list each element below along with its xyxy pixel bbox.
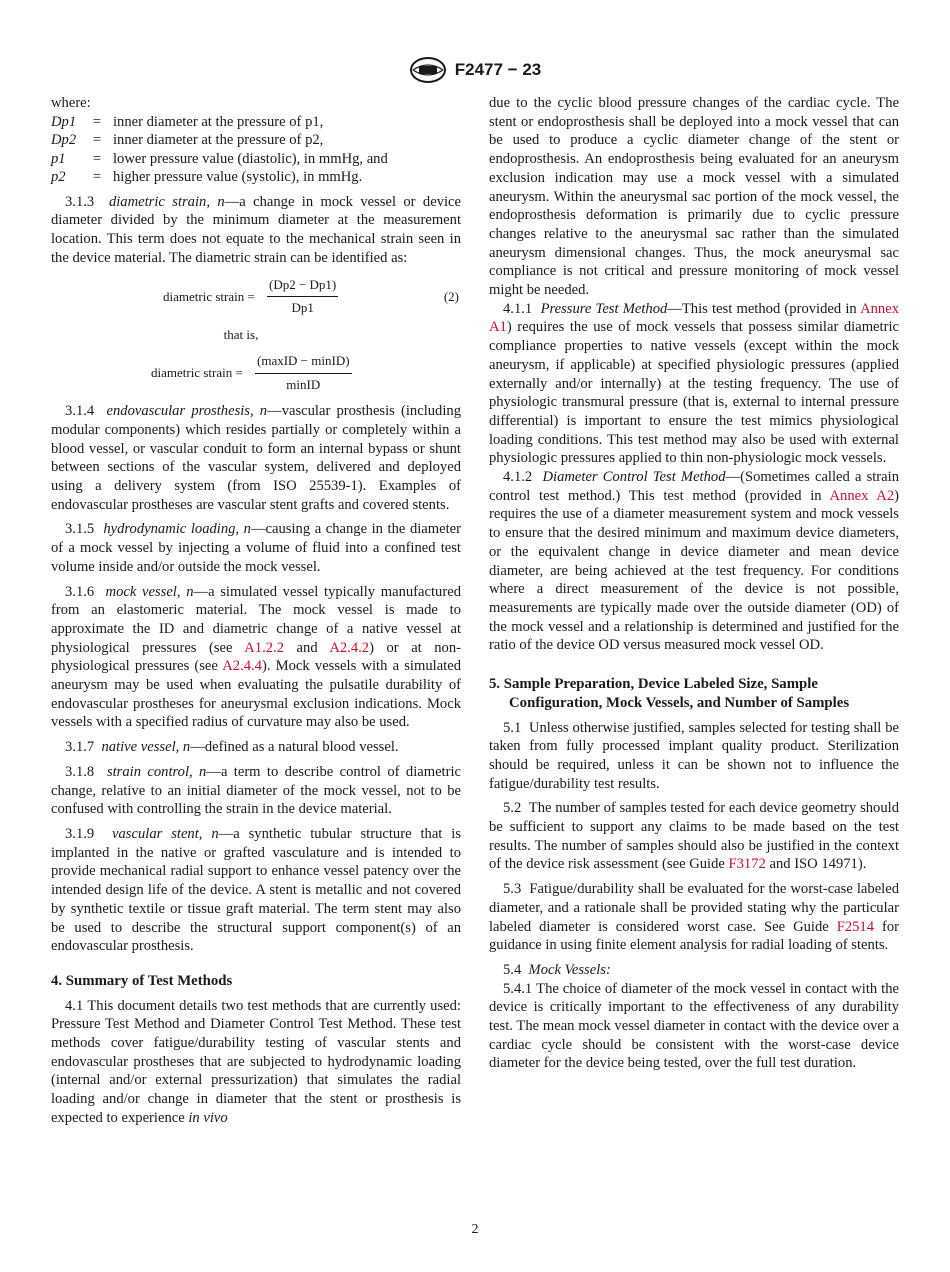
ref-link-a1-2-2[interactable]: A1.2.2: [244, 639, 284, 656]
section-3-1-3: 3.1.3 diametric strain, n—a change in mock vessel or device diameter divided by the minimum diameter at the measurement location. This term does not equate to the mechanical strain seen in the device material. The diametric strain can be identified as:: [51, 193, 461, 266]
section-4-1-continued: due to the cyclic blood pressure changes of the cardiac cycle. The stent or endoprosthesis shall be deployed into a mock vessel that can be used to produce a cyclic diameter change of the stent or endoprosthesis. An endoprosthesis being evaluated for an aneurysm exclusion indication may use a mock vessel with a simulated aneurysm. Within the aneurysmal sac portion of the mock vessel, the endoprosthesis deformation is primarily due to cyclic pressure changes relative to the aneurysmal sac rather than the simulated aneurysm dimensional changes. Thus, the mock aneurysmal sac compliance is not critical and pressure monitoring of mock vessel might be needed.: [489, 95, 899, 299]
that-is-text: that is,: [223, 326, 259, 342]
section-5-3: 5.3 Fatigue/durability shall be evaluated for the worst-case labeled diameter, and a rationale shall be provided stating why the particular labeled diameter is considered worst case. See Guide F2514 for guidance in using finite element analysis for radial loading of stents.: [489, 881, 900, 954]
equation-alt: [51, 352, 461, 396]
section-5-2: 5.2 The number of samples tested for each device geometry should be sufficient to support any claims to be made based on the test results. The number of samples should also be justified in the context of the device risk assessment (see Guide F3172 and ISO 14971).: [489, 800, 899, 873]
def-row: Dp1 = inner diameter at the pressure of p1,: [51, 113, 324, 130]
where-label: where:: [51, 95, 91, 111]
def-row: Dp2 = inner diameter at the pressure of p2,: [51, 132, 324, 149]
section-4-1: 4.1 This document details two test methods that are currently used: Pressure Test Method and Diameter Control Test Method. These test methods cover fatigue/durability testing of vascular stents and endovascular prostheses that are subjected to hydrodynamic loading (internal and/or external pressurization) that simulates the radial loading and/or change in diameter that the stent or prosthesis is expected to experience in vivo: [51, 997, 461, 1126]
def-row: p1 = lower pressure value (diastolic), in mmHg, and: [51, 150, 388, 167]
astm-logo: [409, 56, 447, 84]
symbol-definitions: [51, 113, 388, 187]
section-5-4-1: 5.4.1 The choice of diameter of the mock vessel in contact with the device is critically important to the effectiveness of any durability test. The mean mock vessel diameter in contact with the device over a cardiac cycle should be consistent with the worst-case device diameter for the device being tested, over the full test duration.: [489, 980, 899, 1072]
ref-link-annex-a1[interactable]: Annex A1: [489, 300, 899, 336]
right-column: [489, 94, 899, 1073]
def-row: p2 = higher pressure value (systolic), in mmHg.: [51, 169, 363, 186]
page-header: [0, 56, 950, 84]
section-5-1: 5.1 Unless otherwise justified, samples selected for testing shall be taken from fully processed implant quality product. Sterilization should be required, unless it can be shown not to influence the fatigue/durability test results.: [489, 719, 899, 792]
ref-link-annex-a2[interactable]: Annex A2: [829, 487, 895, 504]
section-3-1-9: 3.1.9 vascular stent, n—a synthetic tubular structure that is implanted in the native or grafted vasculature and is intended to provide mechanical radial support to enhance vessel patency over the intended design life of the device. A stent is metallic and not covered by synthetic textile or tissue graft material. The term stent may also be used to describe the structural support component(s) of an endovascular prosthesis.: [51, 825, 461, 955]
section-3-1-7: 3.1.7 native vessel, n—defined as a natural blood vessel.: [65, 739, 399, 756]
equation-label: diametric strain =: [151, 365, 243, 381]
ref-link-f3172[interactable]: F3172: [728, 856, 766, 873]
equation-fraction: $\frac{(Dp2 - Dp1)}{Dp1}$: [269, 276, 337, 316]
ref-link-f2514[interactable]: F2514: [836, 918, 875, 935]
ref-link-a2-4-4[interactable]: A2.4.4: [222, 658, 262, 675]
left-column: [51, 94, 461, 1128]
equation-label: diametric strain =: [163, 288, 255, 304]
section-3-1-4: 3.1.4 endovascular prosthesis, n—vascular prosthesis (including modular components) which resides partially or completely within a blood vessel, or vascular conduit to form an internal bypass or shunt between sections of the vascular system, delivered and deployed using a delivery system (from ISO 25539-1). Examples of endovascular prostheses are vascular stent grafts and covered stents.: [51, 403, 462, 513]
equation-fraction: (maxID − minID) minID: [257, 353, 350, 392]
section-heading-4: 4. Summary of Test Methods: [51, 972, 233, 989]
section-3-1-6: 3.1.6 mock vessel, n—a simulated vessel typically manufactured from an elastomeric material. The mock vessel is made to approximate the ID and diametric change of a native vessel at physiological pressures (see A1.2.2 and A2.4.2) or at non-physiological pressures (see A2.4.4). Mock vessels with a simulated aneurysm may be used when evaluating the pulsatile durability of endovascular prostheses for aneurysmal exclusion indications. Mock vessels with a specified radius of curvature may also be used.: [51, 583, 462, 731]
ref-link-a2-4-2[interactable]: A2.4.2: [329, 639, 370, 656]
section-4-1-2: 4.1.2 Diameter Control Test Method—(Sometimes called a strain control test method.) This test method (provided in Annex A2) requires the use of a diameter measurement system and mock vessels to ensure that the desired minimum and maximum device diameters, or the equivalent change in device diameter and mean device diameter, are being achieved at the test frequency. For conditions where a direct measurement of the device is not possible, measurements are typically made over the outside diameter (OD) of the mock vessel and a relationship is determined and justified for the ratio of the device OD versus measured mock vessel OD.: [489, 469, 899, 654]
section-3-1-5: 3.1.5 hydrodynamic loading, n—causing a change in the diameter of a mock vessel by injecting a volume of fluid into a confined test volume inside and/or outside the mock vessel.: [51, 521, 461, 575]
section-4-1-1: 4.1.1 Pressure Test Method—This test method (provided in Annex A1) requires the use of mock vessels that possess similar diametric compliance properties to native vessels (except within the mock aneurysm, if applicable) at specified physiologic pressures (applied externally and/or internally) at the testing frequency. The use of physiologic transmural pressure (that is, external to internal pressure differential) is important to ensure the test mimics physiological loading conditions. This test method may also be used with external physiologic pressures applied to thin non-physiologic mock vessels.: [489, 300, 899, 467]
section-3-1-8: 3.1.8 strain control, n—a term to describe control of diametric change, relative to an initial diameter of the mock vessel, not to be confused with controlling the strain in the device material.: [51, 763, 462, 818]
standard-designation: F2477 − 23: [454, 60, 542, 79]
section-heading-5: 5. Sample Preparation, Device Labeled Size, Sample Configuration, Mock Vessels, and Number of Samples: [489, 676, 850, 711]
page-number: 2: [471, 1222, 479, 1237]
section-5-4: 5.4 Mock Vessels:: [503, 961, 611, 978]
equation-2: [51, 276, 461, 320]
equation-number: (2): [443, 288, 459, 304]
